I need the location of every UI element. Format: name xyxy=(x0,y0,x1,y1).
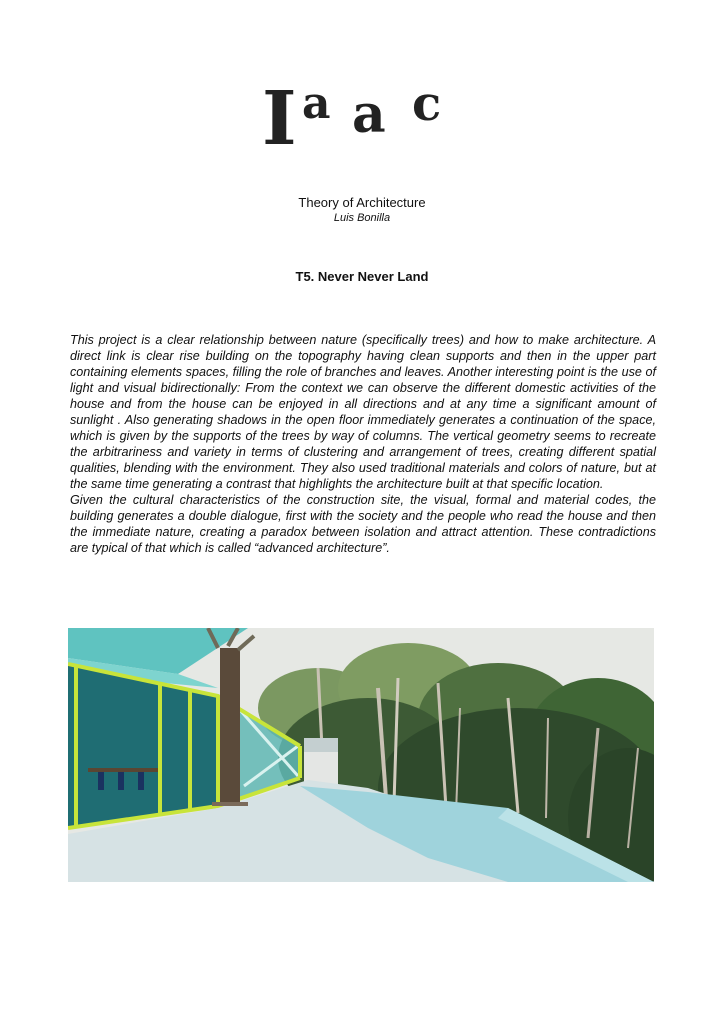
author-name: Luis Bonilla xyxy=(333,212,391,224)
house-photo xyxy=(68,628,654,882)
course-name: Theory of Architecture xyxy=(298,195,426,210)
body-text xyxy=(70,332,656,556)
logo-letter-a1: a xyxy=(302,80,331,129)
logo-letter-i: I xyxy=(262,80,297,150)
iaac-logo xyxy=(262,80,462,150)
document-title: T5. Never Never Land xyxy=(295,269,429,284)
logo-letter-a2: a xyxy=(352,84,386,145)
paragraph-2: Given the cultural characteristics of the construction site, the visual, formal and material codes, the building generates a double dialogue, first with the society and the people who read the house and then the immediate nature, creating a paradox between isolation and attract attention. These contradictions are typical of that which is called “advanced architecture”. xyxy=(70,493,656,555)
logo-letter-c: c xyxy=(412,80,442,132)
paragraph-1: This project is a clear relationship between nature (specifically trees) and how to make architecture. A direct link is clear rise building on the topography having clean supports and then in the upper part containing elements spaces, filling the role of branches and leaves. Another interesting point is the use of light and visual bidirectionally: From the context we can observe the different domestic activities of the house and from the house can be enjoyed in all directions and at any time a significant amount of sunlight . Also generating shadows in the open floor immediately generates a continuation of the space, which is given by the supports of the trees by way of columns. The vertical geometry seems to recreate the arbitrariness and variety in terms of clustering and arrangement of trees, creating different spatial qualities, blending with the environment. They also used traditional materials and colors of nature, but at the same time generating a contrast that highlights the architecture built at that specific location. xyxy=(70,333,656,491)
